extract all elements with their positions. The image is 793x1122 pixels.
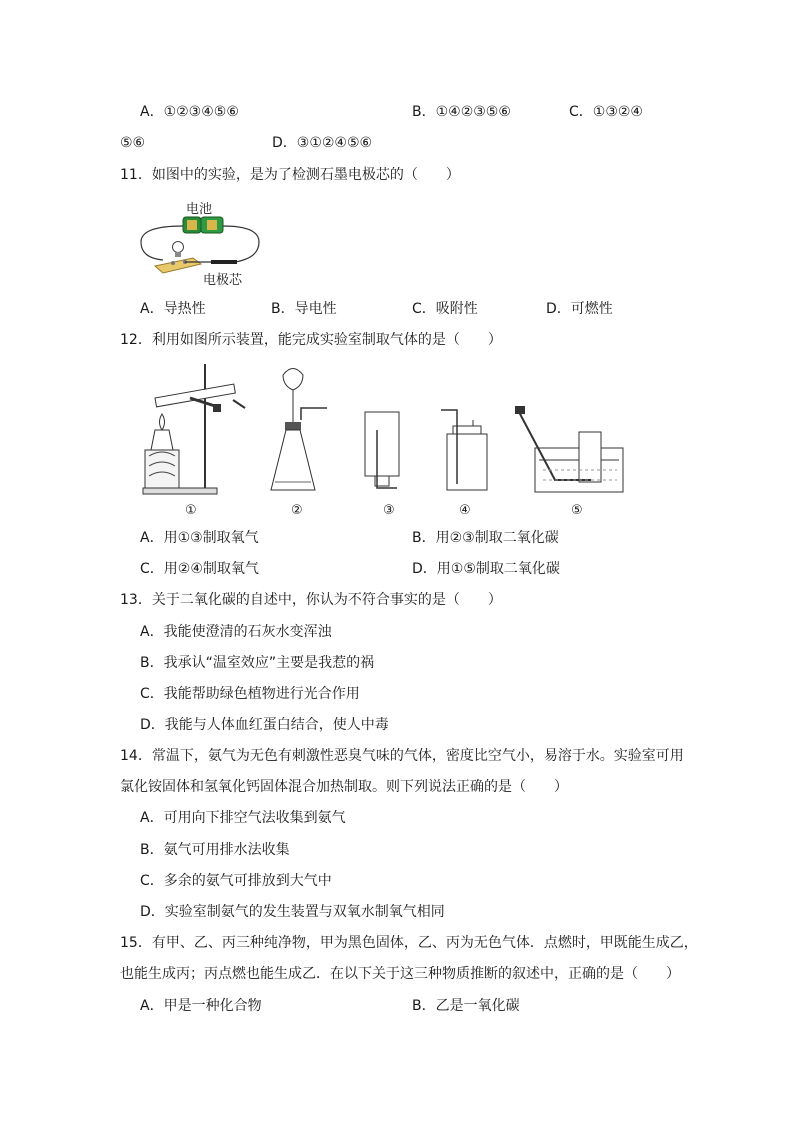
apparatus-label-4: ④ <box>459 503 471 518</box>
q11-option-c: C．吸附性 <box>412 301 478 317</box>
apparatus-label-3: ③ <box>383 503 395 518</box>
q10-option-c-continued: ⑤⑥ <box>120 135 146 151</box>
q11-option-b: B．导电性 <box>271 301 337 317</box>
apparatus-label-1: ① <box>185 503 197 518</box>
electrode-rod <box>211 260 237 264</box>
q14-stem-line1: 14．常温下，氨气为无色有刺激性恶臭气味的气体，密度比空气小，易溶于水。实验室可用 <box>120 748 684 764</box>
q11-option-d: D．可燃性 <box>546 301 613 317</box>
q11-option-a: A．导热性 <box>140 301 206 317</box>
q13-stem: 13．关于二氧化碳的自述中，你认为不符合事实的是（ ） <box>120 592 502 608</box>
q14-option-a: A．可用向下排空气法收集到氨气 <box>140 810 346 826</box>
q10-option-d: D．③①②④⑤⑥ <box>272 135 373 151</box>
q13-option-d: D．我能与人体血红蛋白结合，使人中毒 <box>140 717 389 733</box>
battery-label: 电池 <box>186 202 213 217</box>
q12-option-a: A．用①③制取氧气 <box>140 530 259 546</box>
apparatus-drawings <box>135 360 635 520</box>
heating-apparatus-icon <box>143 364 245 494</box>
bulb-icon <box>173 242 184 258</box>
q14-option-d: D．实验室制氨气的发生装置与双氧水制氧气相同 <box>140 904 445 920</box>
electrode-label: 电极芯 <box>203 273 243 288</box>
q10-option-b: B．①④②③⑤⑥ <box>412 104 511 120</box>
q12-option-c: C．用②④制取氧气 <box>140 561 259 577</box>
q14-option-c: C．多余的氨气可排放到大气中 <box>140 873 332 889</box>
apparatus-label-5: ⑤ <box>571 503 583 518</box>
q10-option-a: A．①②③④⑤⑥ <box>140 104 239 120</box>
q10-option-c: C．①③②④ <box>569 104 643 120</box>
battery-icon <box>183 217 223 233</box>
apparatus-label-2: ② <box>291 503 303 518</box>
q12-option-b: B．用②③制取二氧化碳 <box>412 530 559 546</box>
q11-stem: 11．如图中的实验，是为了检测石墨电极芯的（ ） <box>120 167 460 183</box>
q13-option-a: A．我能使澄清的石灰水变浑浊 <box>140 624 332 640</box>
q15-option-b: B．乙是一氧化碳 <box>412 998 520 1014</box>
q12-option-d: D．用①⑤制取二氧化碳 <box>412 561 560 577</box>
flask-with-funnel-icon <box>271 369 327 491</box>
collection-bottle-icon <box>365 412 399 488</box>
q15-stem-line2: 也能生成丙；丙点燃也能生成乙．在以下关于这三种物质推断的叙述中，正确的是（ ） <box>120 966 680 982</box>
q15-option-a: A．甲是一种化合物 <box>140 998 262 1014</box>
q14-option-b: B．氨气可用排水法收集 <box>140 842 290 858</box>
q12-stem: 12．利用如图所示装置，能完成实验室制取气体的是（ ） <box>120 332 502 348</box>
q14-stem-line2: 氯化铵固体和氢氧化钙固体混合加热制取。则下列说法正确的是（ ） <box>120 779 568 795</box>
gas-bottle-icon <box>441 410 487 490</box>
q12-apparatus-figure <box>135 360 635 520</box>
q13-option-c: C．我能帮助绿色植物进行光合作用 <box>140 686 360 702</box>
water-trough-icon <box>515 406 623 492</box>
q13-option-b: B．我承认“温室效应”主要是我惹的祸 <box>140 655 375 671</box>
q11-circuit-figure <box>135 196 265 288</box>
q15-stem-line1: 15．有甲、乙、丙三种纯净物，甲为黑色固体，乙、丙为无色气体．点燃时，甲既能生成乙， <box>120 935 698 951</box>
